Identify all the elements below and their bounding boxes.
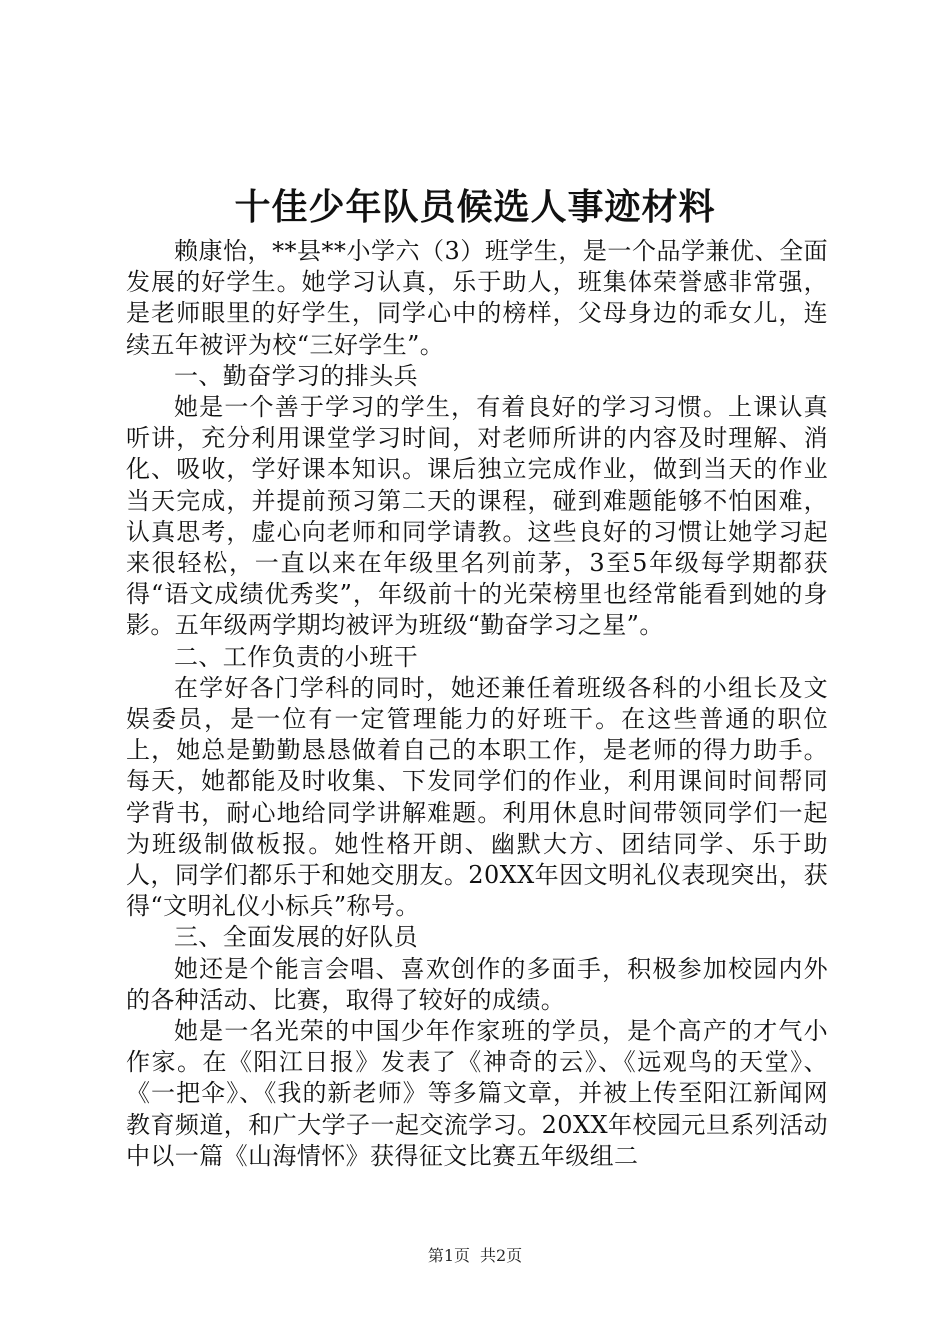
page-number: 第1页 — [427, 1246, 470, 1265]
section-paragraph-all-round-1: 她还是个能言会唱、喜欢创作的多面手，积极参加校园内外的各种活动、比赛，取得了较好的成绩。 — [126, 954, 828, 1014]
section-paragraph-class-cadre: 在学好各门学科的同时，她还兼任着班级各科的小组长及文娱委员，是一位有一定管理能力的好班干。在这些普通的职位上，她总是勤勤恳恳做着自己的本职工作，是老师的得力助手。每天，她都能及时收集、下发同学们的作业，利用课间时间帮同学背书，耐心地给同学讲解难题。利用休息时间带领同学们一起为班级制做板报。她性格开朗、幽默大方、团结同学、乐于助人，同学们都乐于和她交朋友。20XX年因文明礼仪表现突出，获得“文明礼仪小标兵”称号。 — [126, 673, 828, 921]
section-heading-study: 一、勤奋学习的排头兵 — [174, 361, 418, 390]
page-total: 共2页 — [480, 1246, 523, 1265]
page-footer — [0, 1245, 950, 1267]
intro-paragraph: 赖康怡，**县**小学六（3）班学生，是一个品学兼优、全面发展的好学生。她学习认真，乐于助人，班集体荣誉感非常强，是老师眼里的好学生，同学心中的榜样，父母身边的乖女儿，连续五年被评为校“三好学生”。 — [126, 237, 828, 359]
section-paragraph-all-round-2: 她是一名光荣的中国少年作家班的学员，是个高产的才气小作家。在《阳江日报》发表了《神奇的云》、《远观鸟的天堂》、《一把伞》、《我的新老师》等多篇文章，并被上传至阳江新闻网教育频道，和广大学子一起交流学习。20XX年校园元旦系列活动中以一篇《山海情怀》获得征文比赛五年级组二 — [126, 1017, 828, 1170]
section-heading-all-round: 三、全面发展的好队员 — [174, 923, 418, 952]
section-heading-class-cadre: 二、工作负责的小班干 — [174, 642, 418, 671]
document-title: 十佳少年队员候选人事迹材料 — [234, 186, 716, 228]
section-paragraph-study: 她是一个善于学习的学生，有着良好的学习习惯。上课认真听讲，充分利用课堂学习时间，对老师所讲的内容及时理解、消化、吸收，学好课本知识。课后独立完成作业，做到当天的作业当天完成，并提前预习第二天的课程，碰到难题能够不怕困难，认真思考，虚心向老师和同学请教。这些良好的习惯让她学习起来很轻松，一直以来在年级里名列前茅，3至5年级每学期都获得“语文成绩优秀奖”，年级前十的光荣榜里也经常能看到她的身影。五年级两学期均被评为班级“勤奋学习之星”。 — [126, 393, 828, 640]
document-body — [126, 236, 828, 1172]
